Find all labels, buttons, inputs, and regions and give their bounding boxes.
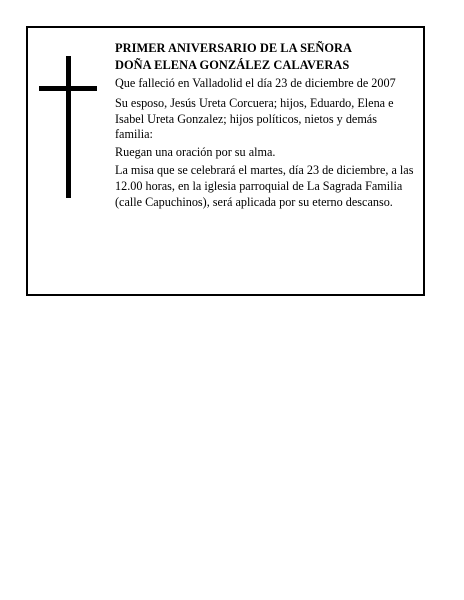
notice-text xyxy=(115,40,415,210)
notice-heading-line-2: DOÑA ELENA GONZÁLEZ CALAVERAS xyxy=(115,58,350,72)
family-mourners: Su esposo, Jesús Ureta Corcuera; hijos, Eduardo, Elena e Isabel Ureta Gonzalez; hijos políticos, nietos y demás familia: xyxy=(115,95,394,142)
cross-horizontal-bar xyxy=(39,86,97,91)
death-announcement: Que falleció en Valladolid el día 23 de diciembre de 2007 xyxy=(115,76,396,90)
mass-details: La misa que se celebrará el martes, día 23 de diciembre, a las 12.00 horas, en la iglesia parroquial de La Sagrada Familia (calle Capuchinos), será aplicada por su eterno descanso. xyxy=(115,162,414,209)
cross-vertical-bar xyxy=(66,56,71,198)
notice-heading-line-1: PRIMER ANIVERSARIO DE LA SEÑORA xyxy=(115,41,353,55)
prayer-request: Ruegan una oración por su alma. xyxy=(115,145,276,160)
obituary-notice xyxy=(26,26,425,296)
